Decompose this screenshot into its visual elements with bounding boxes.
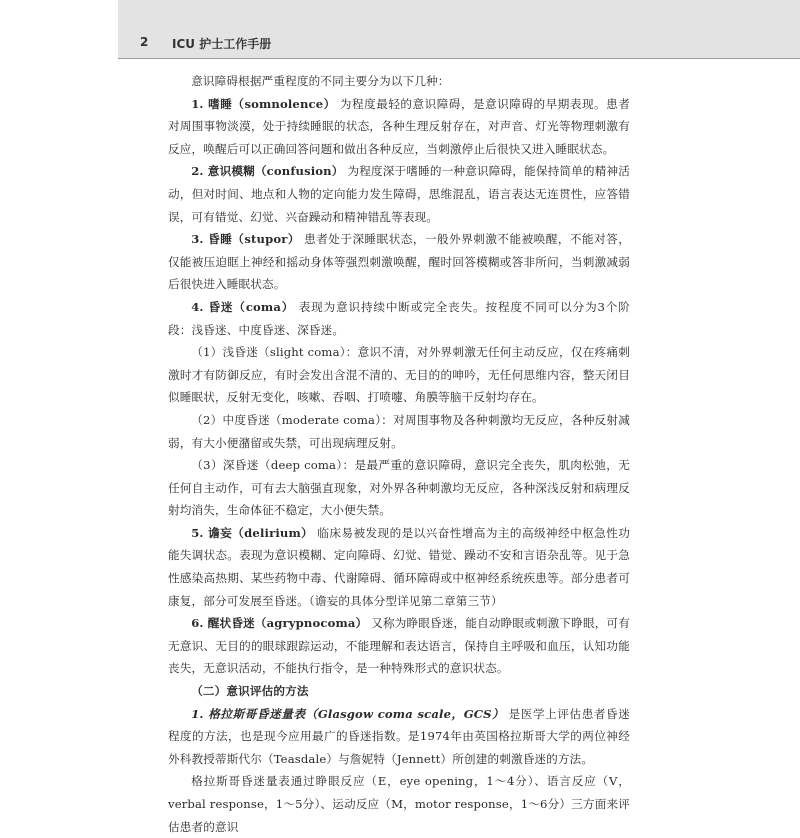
term-somnolence: 1. 嗜睡（somnolence） xyxy=(191,96,336,111)
header-rule xyxy=(118,58,800,59)
paragraph-moderate-coma: （2）中度昏迷（moderate coma）：对周围事物及各种刺激均无反应，各种反射减弱，有大小便潴留或失禁，可出现病理反射。 xyxy=(168,412,630,450)
paragraph-gcs-components: 格拉斯哥昏迷量表通过睁眼反应（E，eye opening，1～4分）、语言反应（V，verbal response，1～5分）、运动反应（M，motor response，1～6分）三方面来评估患者的意识 xyxy=(168,774,630,834)
paragraph-confusion xyxy=(168,160,630,228)
paragraph-coma xyxy=(168,296,630,341)
paragraph-slight-coma: （1）浅昏迷（slight coma）：意识不清，对外界刺激无任何主动反应，仅在疼痛刺激时才有防御反应，有时会发出含混不清的、无目的的呻吟，无任何思维内容，整天闭目似睡眠状，反射无变化，咳嗽、吞咽、打喷嚏、角膜等脑干反射均存在。 xyxy=(168,345,630,405)
paragraph-gcs xyxy=(168,703,630,771)
text-somnolence: 为程度最轻的意识障碍，是意识障碍的早期表现。患者对周围事物淡漠，处于持续睡眠的状态，各种生理反射存在，对声音、灯光等物理刺激有反应，唤醒后可以正确回答问题和做出各种反应，当刺激停止后很快又进入睡眠状态。 xyxy=(168,96,630,156)
book-title: ICU 护士工作手册 xyxy=(172,37,272,51)
paragraph-agrypnocoma xyxy=(168,612,630,680)
term-stupor: 3. 昏睡（stupor） xyxy=(191,232,300,247)
body-text xyxy=(168,70,630,838)
paragraph-somnolence xyxy=(168,93,630,161)
term-delirium: 5. 谵妄（delirium） xyxy=(191,525,314,540)
page-number: 2 xyxy=(140,35,149,49)
term-coma: 4. 昏迷（coma） xyxy=(191,299,295,314)
section-heading-assessment: （二）意识评估的方法 xyxy=(191,684,309,699)
term-gcs: 1. 格拉斯哥昏迷量表（Glasgow coma scale，GCS） xyxy=(191,706,505,721)
text-agrypnocoma: 又称为睁眼昏迷，能自动睁眼或刺激下睁眼，可有无意识、无目的的眼球跟踪运动，不能理解和表达语言，保持自主呼吸和血压，认知功能丧失，无意识活动，不能执行指令，是一种特殊形式的意识状态。 xyxy=(168,616,630,676)
text-confusion: 为程度深于嗜睡的一种意识障碍，能保持简单的精神活动，但对时间、地点和人物的定向能力发生障碍，思维混乱，语言表达无连贯性，应答错误，可有错觉、幻觉、兴奋躁动和精神错乱等表现。 xyxy=(168,164,631,224)
term-confusion: 2. 意识模糊（confusion） xyxy=(191,164,344,179)
paragraph-delirium xyxy=(168,522,630,612)
text-gcs: 是医学上评估患者昏迷程度的方法，也是现今应用最广的昏迷指数。是1974年由英国格拉斯哥大学的两位神经外科教授蒂斯代尔（Teasdale）与詹妮特（Jennett）所创建的刺激昏迷的方法。 xyxy=(168,706,630,766)
text-delirium: 临床易被发现的是以兴奋性增高为主的高级神经中枢急性功能失调状态。表现为意识模糊、定向障碍、幻觉、错觉、躁动不安和言语杂乱等。见于急性感染高热期、某些药物中毒、代谢障碍、循环障碍或中枢神经系统疾患等。部分患者可康复，部分可发展至昏迷。（谵妄的具体分型详见第二章第三节） xyxy=(168,525,630,608)
term-agrypnocoma: 6. 醒状昏迷（agrypnocoma） xyxy=(191,616,368,631)
intro-paragraph: 意识障碍根据严重程度的不同主要分为以下几种： xyxy=(191,74,450,88)
paragraph-stupor xyxy=(168,228,630,296)
text-coma: 表现为意识持续中断或完全丧失。按程度不同可以分为3个阶段：浅昏迷、中度昏迷、深昏迷。 xyxy=(168,299,630,337)
text-stupor: 患者处于深睡眠状态，一般外界刺激不能被唤醒，不能对答，仅能被压迫眶上神经和摇动身体等强烈刺激唤醒，醒时回答模糊或答非所问，当刺激减弱后很快进入睡眠状态。 xyxy=(168,232,630,292)
paragraph-deep-coma: （3）深昏迷（deep coma）：是最严重的意识障碍，意识完全丧失，肌肉松弛，无任何自主动作，可有去大脑强直现象，对外界各种刺激均无反应，各种深浅反射和病理反射均消失，生命体征不稳定，大小便失禁。 xyxy=(168,458,630,518)
